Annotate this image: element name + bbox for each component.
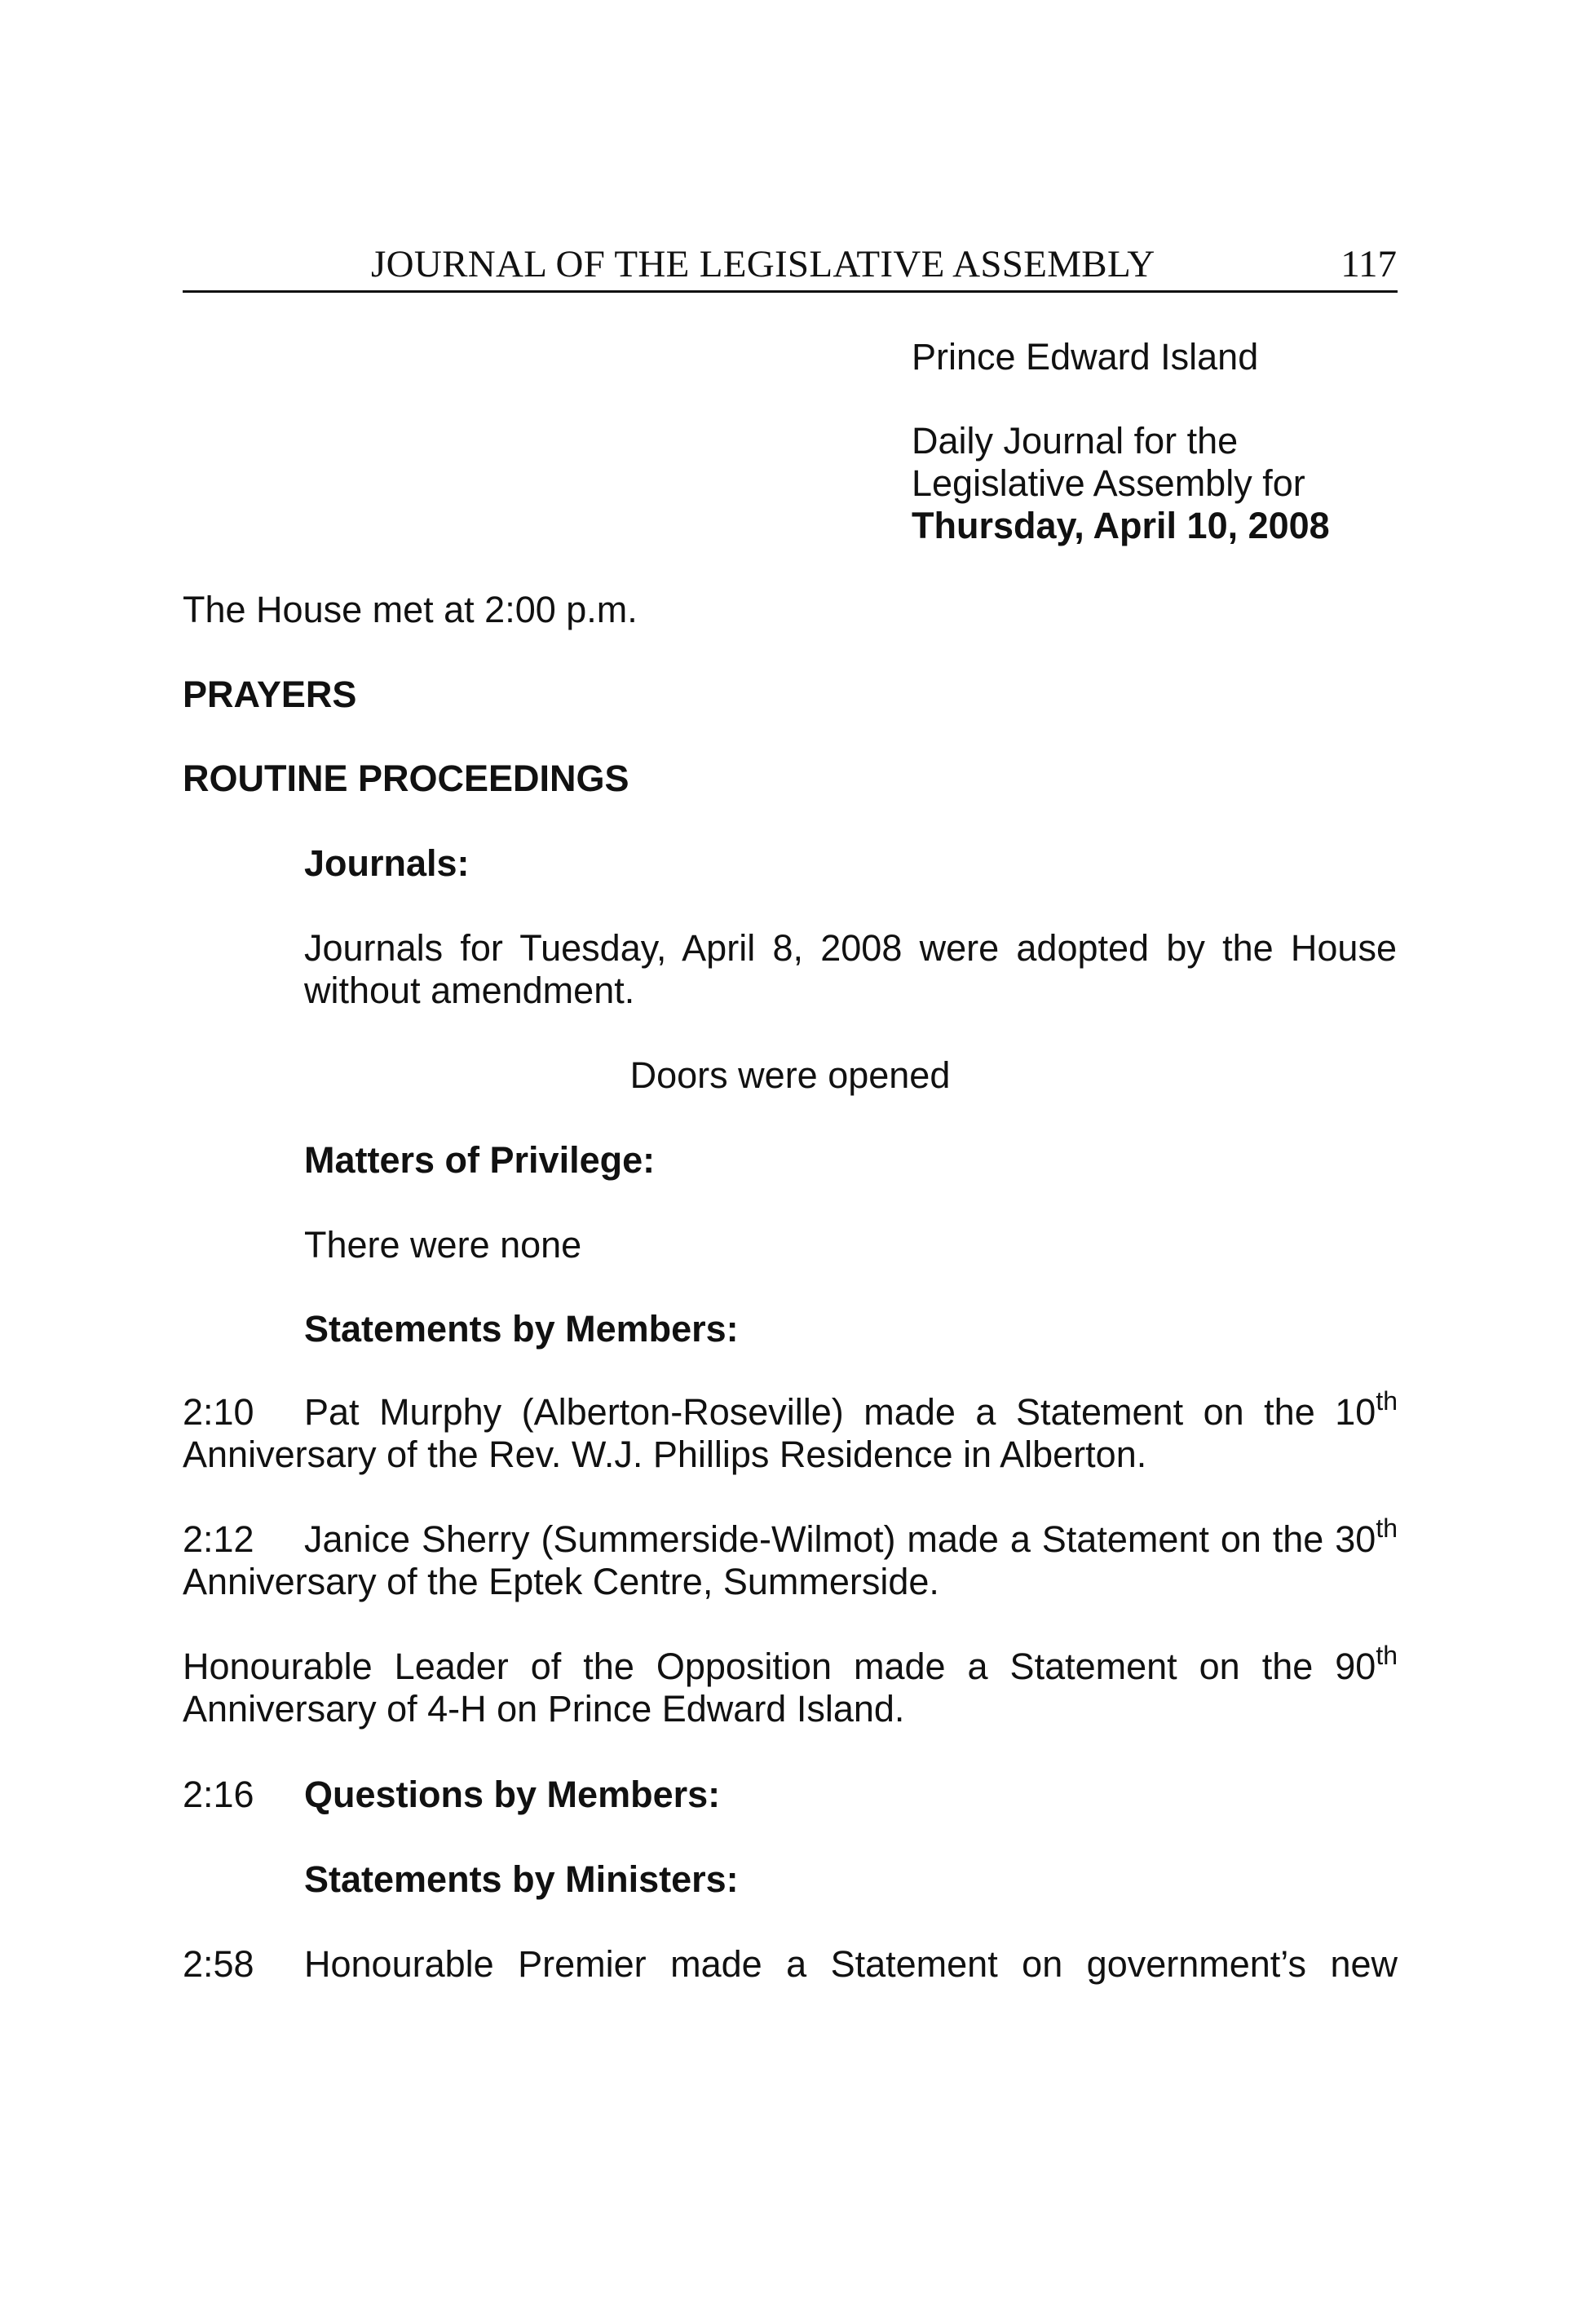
doors-opened-text: Doors were opened <box>629 1054 951 1096</box>
daily-journal-line-2: Legislative Assembly for <box>912 462 1305 504</box>
entry-text: Pat Murphy (Alberton-Roseville) made a Statement on the 10 <box>304 1391 1376 1433</box>
minister-statement-entry <box>183 1943 1398 1986</box>
entry-text-continued: Anniversary of the Rev. W.J. Phillips Residence in Alberton. <box>183 1434 1147 1475</box>
statements-by-members-heading: Statements by Members: <box>304 1308 739 1350</box>
header-rule <box>183 290 1398 293</box>
ordinal-suffix: th <box>1376 1386 1398 1416</box>
member-statement-entry <box>183 1641 1398 1730</box>
entry-time: 2:10 <box>183 1391 254 1433</box>
entry-text-continued: Anniversary of 4-H on Prince Edward Island. <box>183 1688 905 1730</box>
house-met-text: The House met at 2:00 p.m. <box>183 589 638 630</box>
journals-heading: Journals: <box>304 842 470 884</box>
privilege-heading: Matters of Privilege: <box>304 1139 656 1181</box>
entry-text: Honourable Leader of the Opposition made a Statement on the 90 <box>183 1646 1376 1687</box>
member-statement-entry <box>183 1513 1398 1603</box>
privilege-text: There were none <box>304 1224 582 1266</box>
journal-date: Thursday, April 10, 2008 <box>912 505 1330 546</box>
statements-by-ministers-heading: Statements by Ministers: <box>304 1858 739 1900</box>
prayers-heading: PRAYERS <box>183 674 357 715</box>
member-statement-entry <box>183 1386 1398 1476</box>
ordinal-suffix: th <box>1376 1641 1398 1670</box>
page-number: 117 <box>1340 243 1397 285</box>
journal-header-title: JOURNAL OF THE LEGISLATIVE ASSEMBLY <box>371 243 1155 285</box>
routine-proceedings-heading: ROUTINE PROCEEDINGS <box>183 758 629 799</box>
entry-text: Janice Sherry (Summerside-Wilmot) made a Statement on the 30 <box>304 1518 1376 1560</box>
ordinal-suffix: th <box>1376 1513 1398 1543</box>
questions-by-members-heading: Questions by Members: <box>304 1774 721 1815</box>
entry-time: 2:12 <box>183 1518 254 1560</box>
entry-time: 2:58 <box>183 1943 254 1985</box>
journals-text: Journals for Tuesday, April 8, 2008 were adopted by the House without amendment. <box>304 927 1397 1011</box>
daily-journal-line-1: Daily Journal for the <box>912 420 1239 462</box>
entry-text-continued: Anniversary of the Eptek Centre, Summerside. <box>183 1561 939 1602</box>
questions-time: 2:16 <box>183 1774 254 1815</box>
entry-text: Honourable Premier made a Statement on government’s new <box>304 1943 1398 1985</box>
province-name: Prince Edward Island <box>912 336 1259 378</box>
